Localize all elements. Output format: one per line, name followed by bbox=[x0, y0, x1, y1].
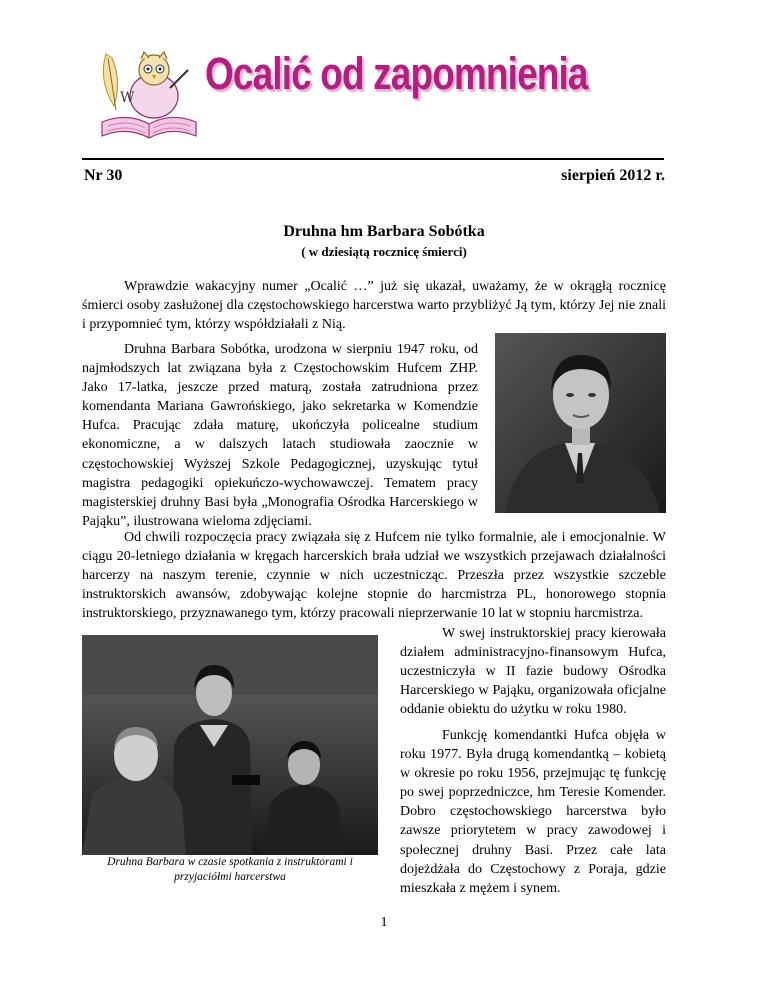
owl-writer-icon bbox=[92, 40, 206, 148]
portrait-photo bbox=[495, 333, 666, 513]
group-photo bbox=[82, 635, 378, 855]
header-rule bbox=[82, 158, 664, 160]
issue-date: sierpień 2012 r. bbox=[561, 167, 665, 184]
article-subtitle: ( w dziesiątą rocznicę śmierci) bbox=[301, 244, 467, 259]
paragraph-commander: Funkcję komendantki Hufca objęła w roku 1977. Była drugą komendantką – kobietą w okresie po roku 1956, przejmując tę funkcję po swej poprzedniczce, hm Teresie Komender. Dobro częstochowskiego harcerstwa było zawsze priorytetem w pracy zawodowej i społecznej druhny Basi. Przez całe lata dojeżdżała do Częstochowy z Poraja, gdzie mieszkała z mężem i synem. bbox=[400, 728, 666, 896]
paragraph-career: Od chwili rozpoczęcia pracy związała się z Hufcem nie tylko formalnie, ale i emocjonalnie. W ciągu 20-letniego działania w kręgach harcerskich brała udział we wszystkich przejawach działalności harcerzy na naszym terenie, czynnie w nich uczestnicząc. Przeszła przez wszystkie szczeble instruktorskich awansów, zdobywając kolejne stopnie do harcmistrza PL, honorowego stopnia instruktorskiego, przyznawanego tym, którzy pracowali nieprzerwanie 10 lat w stopniu harcmistrza. bbox=[82, 530, 666, 622]
paragraph-administration: W swej instruktorskiej pracy kierowała działem administracyjno-finansowym Hufca, uczestniczyła w II fazie budowy Ośrodka Harcerskiego w Pająku, organizowała oficjalne oddanie obiektu do użytku w roku 1980. bbox=[400, 626, 666, 718]
page-number: 1 bbox=[380, 915, 388, 930]
paragraph-biography: Druhna Barbara Sobótka, urodzona w sierpniu 1947 roku, od najmłodszych lat związana była z Częstochowskim Hufcem ZHP. Jako 17-latka, jeszcze przed maturą, została zatrudniona przez komendanta Mariana Gawrońskiego, jako sekretarka w Komendzie Hufca. Pracując zdała maturę, ukończyła policealne studium ekonomiczne, a w dalszych latach studiowała zaocznie w częstochowskiej Wyższej Szkole Pedagogicznej, uzyskując tytuł magistra pedagogiki opiekuńczo-wychowawczej. Tematem pracy magisterskiej druhny Basi była „Monografia Ośrodka Harcerskiego w Pająku”, ilustrowana wieloma zdjęciami. bbox=[82, 342, 478, 529]
issue-number: Nr 30 bbox=[84, 167, 123, 184]
masthead-logo bbox=[92, 40, 206, 148]
article-title: Druhna hm Barbara Sobótka bbox=[283, 223, 485, 240]
photo-caption: Druhna Barbara w czasie spotkania z instruktorami i przyjaciółmi harcerstwa bbox=[107, 856, 353, 883]
masthead-title: Ocalić od zapomnienia bbox=[205, 48, 588, 99]
svg-text:W: W bbox=[120, 90, 135, 106]
paragraph-intro: Wprawdzie wakacyjny numer „Ocalić …” już się ukazał, uważamy, że w okrągłą rocznicę śmierci osoby zasłużonej dla częstochowskiego harcerstwa warto przybliżyć Ją tym, którzy Jej nie znali i przypomnieć tym, którzy współdziałali z Nią. bbox=[82, 279, 666, 333]
